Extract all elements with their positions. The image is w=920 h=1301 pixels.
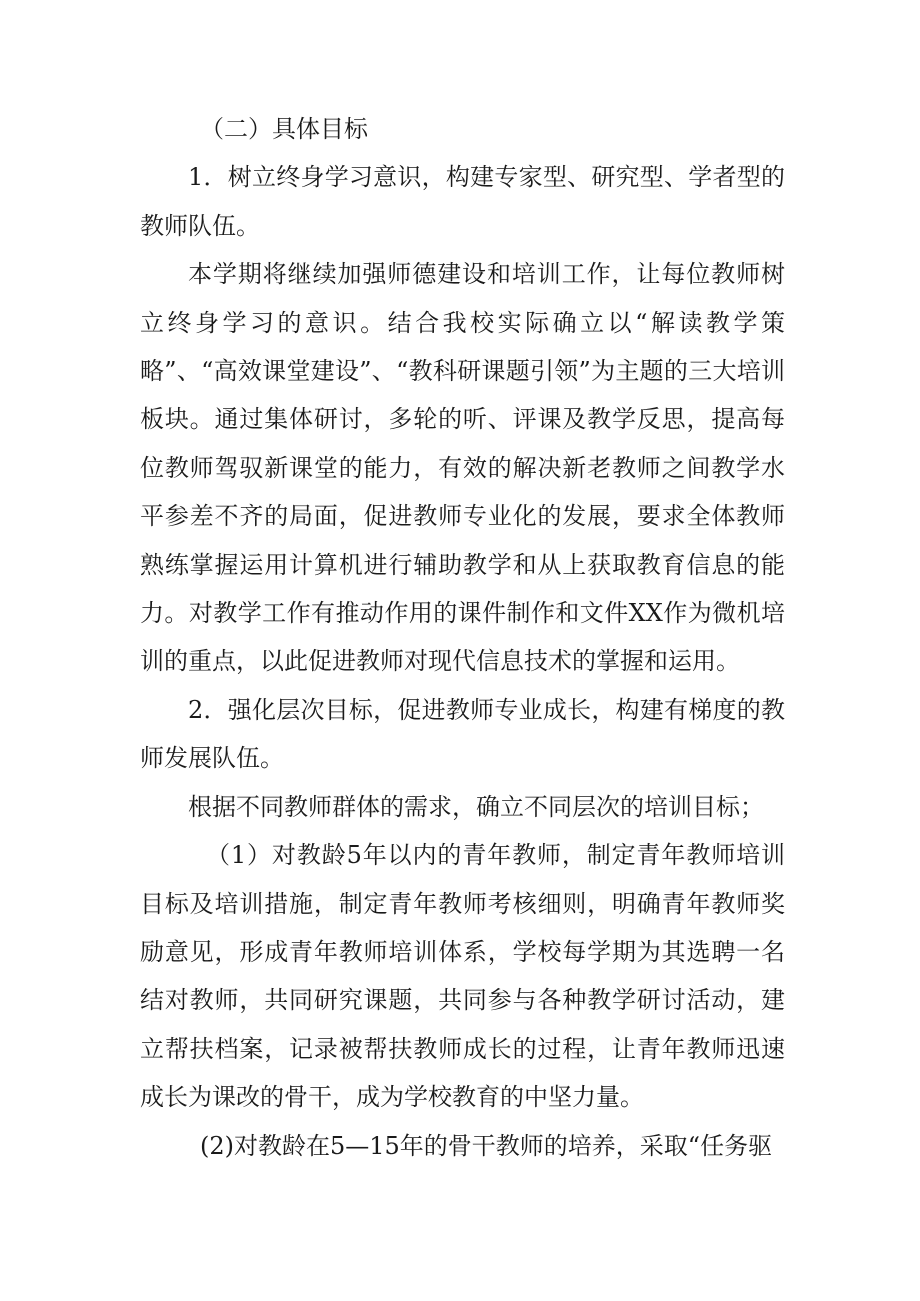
goal-1-heading: 1．树立终身学习意识，构建专家型、研究型、学者型的教师队伍。 bbox=[140, 163, 785, 240]
goal-1-body: 本学期将继续加强师德建设和培训工作，让每位教师树立终身学习的意识。结合我校实际确立以“解读教学策略”、“高效课堂建设”、“教科研课题引领”为主题的三大培训板块。通过集体研讨，多轮的听、评课及教学反思，提高每位教师驾驭新课堂的能力，有效的解决新老教师之间教学水平参差不齐的局面，促进教师专业化的发展，要求全体教师熟练掌握运用计算机进行辅助教学和从上获取教育信息的能力。对教学工作有推动作用的课件制作和文件XX作为微机培训的重点，以此促进教师对现代信息技术的掌握和运用。 bbox=[140, 260, 785, 676]
goal-2-intro: 根据不同教师群体的需求，确立不同层次的培训目标； bbox=[188, 792, 764, 821]
goal-2-heading: 2．强化层次目标，促进教师专业成长，构建有梯度的教师发展队伍。 bbox=[140, 695, 785, 773]
document-body bbox=[140, 105, 785, 1170]
section-heading: （二）具体目标 bbox=[200, 115, 368, 143]
goal-2-item-1: （1）对教龄5年以内的青年教师，制定青年教师培训目标及培训措施，制定青年教师考核细则，明确青年教师奖励意见，形成青年教师培训体系，学校每学期为其选聘一名结对教师，共同研究课题，共同参与各种教学研讨活动，建立帮扶档案，记录被帮扶教师成长的过程，让青年教师迅速成长为课改的骨干，成为学校教育的中坚力量。 bbox=[140, 841, 785, 1112]
goal-2-item-2: (2)对教龄在5—15年的骨干教师的培养，采取“任务驱 bbox=[200, 1131, 773, 1160]
